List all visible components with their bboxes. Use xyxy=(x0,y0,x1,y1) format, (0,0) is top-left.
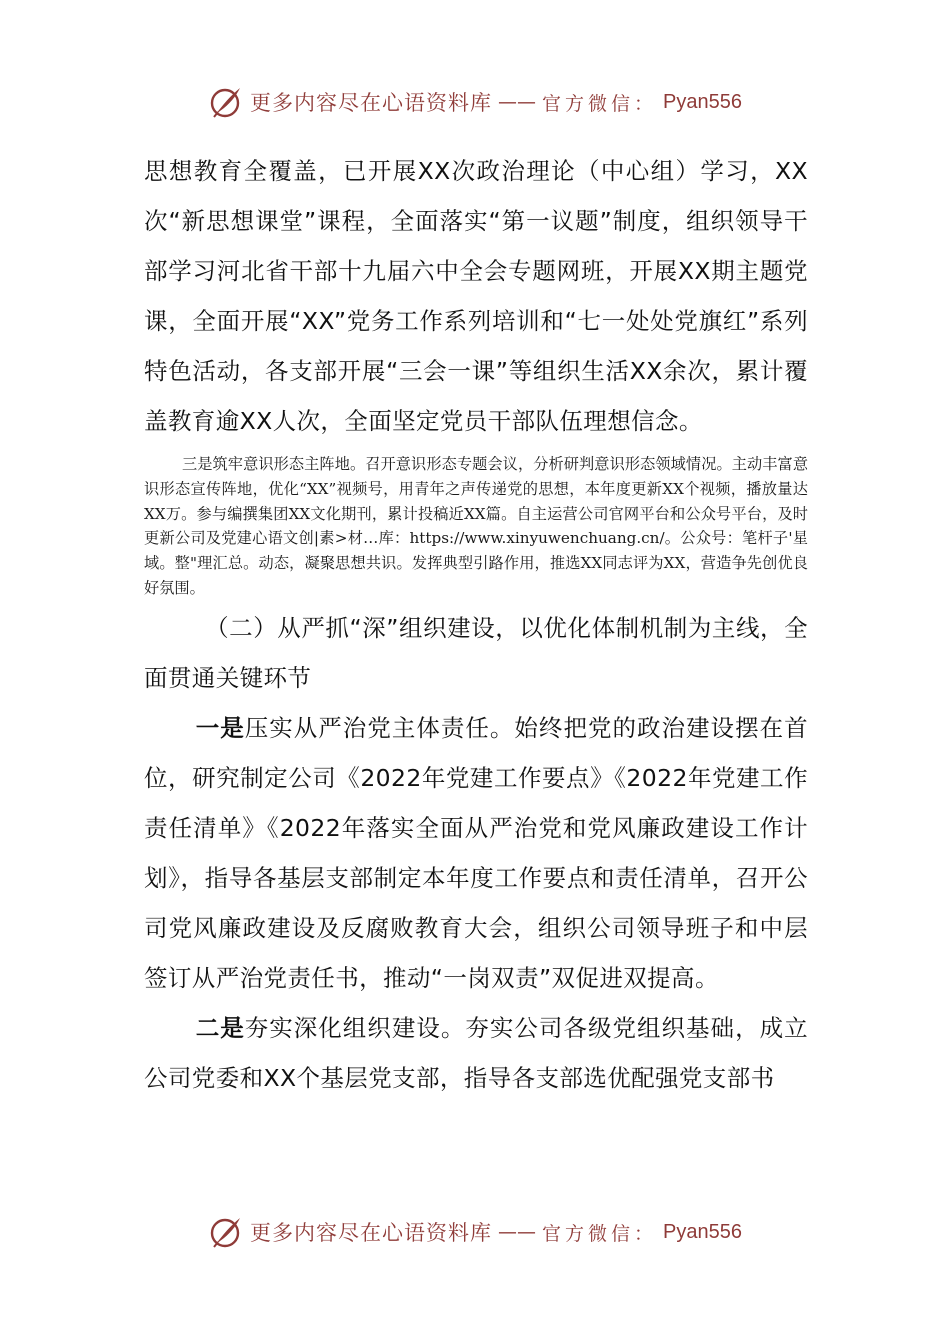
watermark-wechat-id: Pyan556 xyxy=(663,1220,742,1243)
lead-first: 一是 xyxy=(195,713,245,742)
watermark-wechat-label: 官方微信： xyxy=(542,1222,658,1245)
paragraph-ideological-education: 思想教育全覆盖，已开展XX次政治理论（中心组）学习，XX次“新思想课堂”课程，全面落实“第一议题”制度，组织领导干部学习河北省干部十九届六中全会专题网班，开展XX期主题党课，全面开展“XX”党务工作系列培训和“七一处处党旗红”系列特色活动，各支部开展“三会一课”等组织生活XX余次，累计覆盖教育逾XX人次，全面坚定党员干部队伍理想信念。 xyxy=(144,157,808,435)
section-heading-organization: （二）从严抓“深”组织建设，以优化体制机制为主线，全面贯通关键环节 xyxy=(144,613,808,692)
pen-feather-logo-icon xyxy=(208,84,244,120)
watermark-brand-text: 更多内容尽在心语资料库 xyxy=(250,1221,492,1245)
lead-second: 二是 xyxy=(195,1013,245,1042)
paragraph-responsibility xyxy=(144,703,808,1003)
watermark-separator: —— xyxy=(498,91,536,113)
watermark-separator: —— xyxy=(498,1221,536,1243)
header-watermark xyxy=(0,82,950,122)
paragraph-ideology-front: 三是筑牢意识形态主阵地。召开意识形态专题会议，分析研判意识形态领域情况。主动丰富意识形态宣传阵地，优化“XX”视频号，用青年之声传递党的思想，本年度更新XX个视频，播放量达XX万。参与编撰集团XX文化期刊，累计投稿近XX篇。自主运营公司官网平台和公众号平台，及时更新公司及党建心语文创|素>材…库：https://www.xinyuwenchuang.cn/。公众号：笔杆子'星域。整"理汇总。动态，凝聚思想共识。发挥典型引路作用，推选XX同志评为XX，营造争先创优良好氛围。 xyxy=(144,455,808,597)
document-body xyxy=(144,146,808,1103)
watermark-wechat-id: Pyan556 xyxy=(663,90,742,113)
paragraph-responsibility-text: 压实从严治党主体责任。始终把党的政治建设摆在首位，研究制定公司《2022年党建工作要点》《2022年党建工作责任清单》《2022年落实全面从严治党和党风廉政建设工作计划》，指导各基层支部制定本年度工作要点和责任清单，召开公司党风廉政建设及反腐败教育大会，组织公司领导班子和中层签订从严治党责任书，推动“一岗双责”双促进双提高。 xyxy=(144,713,808,992)
watermark-wechat-label: 官方微信： xyxy=(542,92,658,115)
pen-feather-logo-icon xyxy=(208,1214,244,1250)
paragraph-organization-building xyxy=(144,1003,808,1103)
paragraph-organization-text: 夯实深化组织建设。夯实公司各级党组织基础，成立公司党委和XX个基层党支部，指导各支部选优配强党支部书 xyxy=(144,1013,808,1092)
watermark-brand-text: 更多内容尽在心语资料库 xyxy=(250,91,492,115)
footer-watermark xyxy=(0,1212,950,1252)
